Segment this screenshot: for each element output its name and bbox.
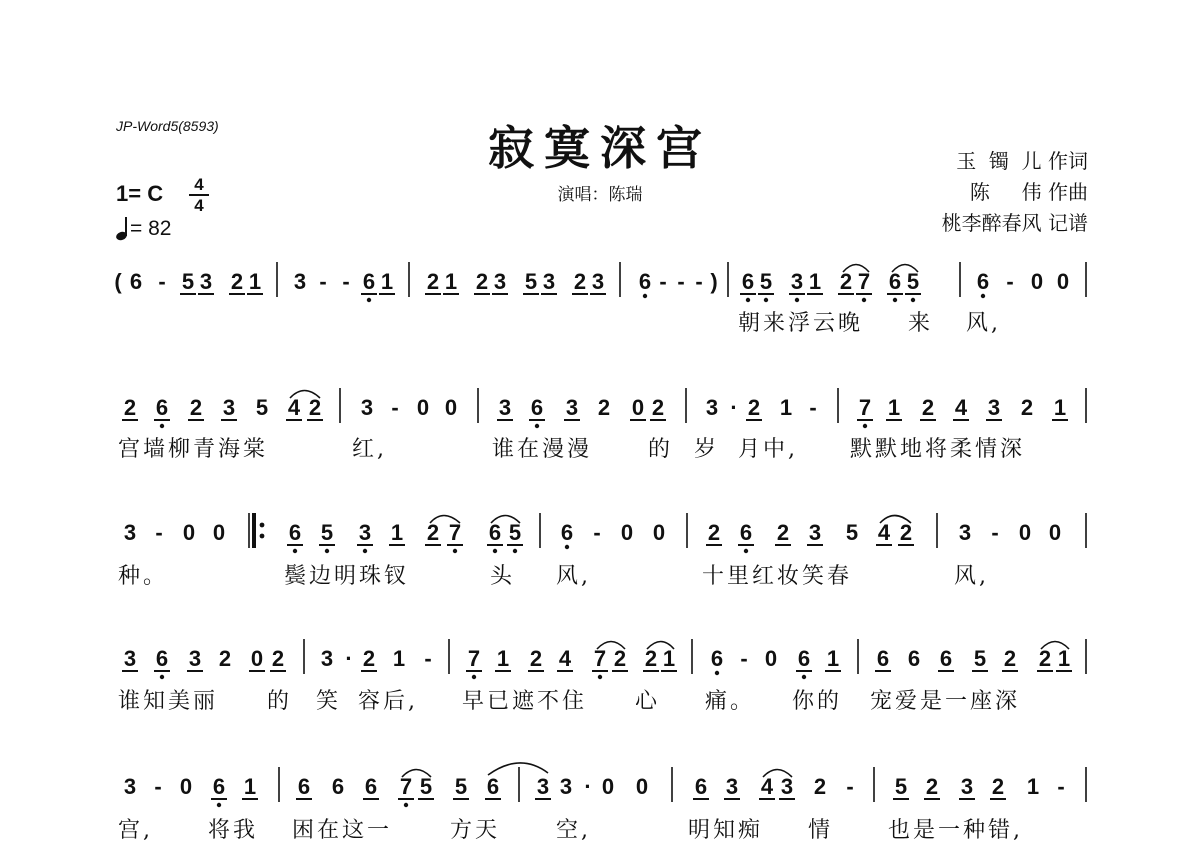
dash-mark: - (846, 774, 854, 799)
low-octave-dot (217, 803, 221, 807)
note-digit: 1 (887, 395, 901, 420)
note-digit: 2 (475, 269, 489, 294)
singer-credit: 演唱：陈瑞 (557, 185, 643, 205)
lyric-text: 谁知美丽 (118, 689, 219, 714)
note-digit: 3 (559, 774, 573, 799)
note-digit: 2 (813, 774, 827, 799)
lyric-text: 也是一种错, (888, 818, 1023, 843)
note-digit: 0 (179, 774, 193, 799)
note-digit: 3 (725, 774, 739, 799)
lyric-text: 容后, (358, 689, 418, 714)
note-digit: 2 (991, 774, 1005, 799)
note-digit: 1 (380, 269, 394, 294)
note-digit: 6 (331, 774, 345, 799)
note-digit: 1 (662, 646, 676, 671)
note-digit: 5 (973, 646, 987, 671)
low-octave-dot (643, 294, 647, 298)
note-digit: 3 (960, 774, 974, 799)
note-digit: 4 (558, 646, 572, 671)
note-digit: 6 (530, 395, 544, 420)
note-digit: 3 (958, 520, 972, 545)
note-digit: 5 (181, 269, 195, 294)
note-digit: 2 (925, 774, 939, 799)
note-digit: 4 (760, 774, 774, 799)
note-digit: 1 (779, 395, 793, 420)
note-digit: 0 (416, 395, 430, 420)
score-row-4 (118, 639, 1086, 714)
note-digit: 3 (780, 774, 794, 799)
composer-credit: 陈 伟 作曲 (969, 180, 1088, 204)
low-octave-dot (911, 298, 915, 302)
note-digit: 6 (694, 774, 708, 799)
note-digit: 6 (739, 520, 753, 545)
note-digit: 2 (308, 395, 322, 420)
note-digit: 6 (297, 774, 311, 799)
note-digit: 6 (488, 520, 502, 545)
low-octave-dot (160, 675, 164, 679)
note-digit: 1 (390, 520, 404, 545)
note-digit: 0 (635, 774, 649, 799)
low-octave-dot (598, 675, 602, 679)
lyric-text: 困在这一 (292, 818, 393, 843)
tempo-value: = 82 (130, 217, 172, 240)
note-digit: 3 (987, 395, 1001, 420)
low-octave-dot (404, 803, 408, 807)
note-digit: 6 (976, 269, 990, 294)
note-digit: 1 (248, 269, 262, 294)
low-octave-dot (863, 424, 867, 428)
dash-mark: - (319, 269, 327, 294)
lyric-text: 红, (352, 437, 387, 462)
note-digit: 2 (426, 269, 440, 294)
note-digit: 6 (638, 269, 652, 294)
note-digit: 3 (320, 646, 334, 671)
note-digit: 0 (250, 646, 264, 671)
note-digit: 1 (392, 646, 406, 671)
lyric-text: 将我 (208, 818, 259, 843)
low-octave-dot (472, 675, 476, 679)
note-digit: 3 (808, 520, 822, 545)
note-digit: 2 (644, 646, 658, 671)
note-digit: 3 (123, 520, 137, 545)
note-digit: 2 (1003, 646, 1017, 671)
score-row-2 (118, 388, 1086, 462)
lyric-text: 种。 (118, 564, 169, 589)
lyric-text: 早已遮不住 (462, 689, 588, 714)
low-octave-dot (795, 298, 799, 302)
dash-mark: - (1057, 774, 1065, 799)
repeat-dot (260, 534, 265, 539)
note-digit: 5 (906, 269, 920, 294)
lyric-text: 方天 (450, 818, 501, 843)
note-digit: 7 (399, 774, 413, 799)
note-digit: 2 (597, 395, 611, 420)
note-digit: 2 (747, 395, 761, 420)
note-digit: 6 (364, 774, 378, 799)
note-digit: 4 (877, 520, 891, 545)
note-digit: 4 (287, 395, 301, 420)
dash-mark: - (1006, 269, 1014, 294)
note-digit: 6 (939, 646, 953, 671)
note-digit: 0 (212, 520, 226, 545)
note-digit: 5 (524, 269, 538, 294)
bracket-mark: ) (710, 269, 718, 294)
low-octave-dot (565, 545, 569, 549)
note-digit: 4 (954, 395, 968, 420)
note-digit: 2 (651, 395, 665, 420)
low-octave-dot (764, 298, 768, 302)
note-digit: 3 (123, 646, 137, 671)
note-digit: 6 (288, 520, 302, 545)
note-digit: 1 (444, 269, 458, 294)
lyric-text: 风, (954, 564, 989, 589)
note-digit: 5 (508, 520, 522, 545)
dash-mark: - (991, 520, 999, 545)
lyricist-credit: 玉 镯 儿 作词 (956, 149, 1088, 173)
key-signature: 1= C (116, 181, 164, 206)
dash-mark: - (424, 646, 432, 671)
note-digit: 5 (759, 269, 773, 294)
lyric-text: 的 (648, 437, 674, 462)
low-octave-dot (744, 549, 748, 553)
low-octave-dot (367, 298, 371, 302)
note-digit: 7 (857, 269, 871, 294)
note-digit: 1 (808, 269, 822, 294)
note-digit: 2 (1038, 646, 1052, 671)
note-digit: 0 (1018, 520, 1032, 545)
low-octave-dot (160, 424, 164, 428)
note-digit: 0 (631, 395, 645, 420)
low-octave-dot (746, 298, 750, 302)
note-digit: 6 (155, 646, 169, 671)
note-digit: 3 (705, 395, 719, 420)
note-digit: 6 (362, 269, 376, 294)
transcriber-credit: 桃李醉春风 记谱 (941, 211, 1088, 235)
time-numerator: 4 (194, 175, 204, 194)
note-digit: 1 (1026, 774, 1040, 799)
note-digit: 3 (293, 269, 307, 294)
low-octave-dot (535, 424, 539, 428)
lyric-text: 明知痴 (688, 818, 764, 843)
note-digit: 6 (155, 395, 169, 420)
lyric-text: 朝来浮云晚 (738, 311, 864, 336)
note-digit: 2 (362, 646, 376, 671)
note-digit: 7 (467, 646, 481, 671)
low-octave-dot (493, 549, 497, 553)
note-digit: 7 (593, 646, 607, 671)
note-digit: 3 (591, 269, 605, 294)
note-digit: 6 (907, 646, 921, 671)
note-digit: 2 (230, 269, 244, 294)
score-row-1 (114, 262, 1086, 336)
low-octave-dot (453, 549, 457, 553)
lyric-text: 宫, (118, 818, 153, 843)
low-octave-dot (862, 298, 866, 302)
note-digit: 2 (529, 646, 543, 671)
lyric-text: 情 (808, 818, 834, 843)
lyric-text: 笑 (316, 689, 342, 714)
note-digit: 6 (212, 774, 226, 799)
lyric-text: 谁在漫漫 (492, 437, 593, 462)
lyric-text: 空, (556, 818, 591, 843)
dash-mark: - (809, 395, 817, 420)
note-digit: 0 (1030, 269, 1044, 294)
low-octave-dot (715, 671, 719, 675)
low-octave-dot (325, 549, 329, 553)
lyric-text: 宫墙柳青海棠 (118, 437, 269, 462)
note-digit: 0 (444, 395, 458, 420)
note-digit: 6 (797, 646, 811, 671)
time-denominator: 4 (194, 196, 204, 215)
dash-mark: - (695, 269, 703, 294)
dash-mark: - (593, 520, 601, 545)
lyric-text: 鬓边明珠钗 (284, 564, 410, 589)
note-digit: 7 (448, 520, 462, 545)
note-digit: 5 (454, 774, 468, 799)
note-digit: 6 (486, 774, 500, 799)
dash-mark: - (659, 269, 667, 294)
note-digit: 1 (826, 646, 840, 671)
low-octave-dot (363, 549, 367, 553)
lyric-text: 心 (635, 689, 661, 714)
note-digit: 2 (271, 646, 285, 671)
bracket-mark: ( (114, 269, 122, 294)
low-octave-dot (981, 294, 985, 298)
note-digit: 3 (790, 269, 804, 294)
score-row-3 (118, 513, 1086, 589)
note-digit: 3 (493, 269, 507, 294)
note-digit: 2 (613, 646, 627, 671)
note-digit: 3 (123, 774, 137, 799)
dash-mark: - (342, 269, 350, 294)
note-digit: 6 (876, 646, 890, 671)
note-digit: 5 (894, 774, 908, 799)
note-digit: 0 (1048, 520, 1062, 545)
note-digit: 5 (320, 520, 334, 545)
note-digit: 6 (710, 646, 724, 671)
score-row-5 (118, 767, 1086, 843)
note-digit: 0 (601, 774, 615, 799)
repeat-dot (260, 523, 265, 528)
dash-mark: - (391, 395, 399, 420)
note-digit: 1 (243, 774, 257, 799)
note-digit: 0 (652, 520, 666, 545)
note-digit: 5 (845, 520, 859, 545)
note-digit: 0 (182, 520, 196, 545)
note-digit: 2 (899, 520, 913, 545)
lyric-text: 风, (966, 311, 1001, 336)
lyric-text: 月中, (738, 437, 798, 462)
song-title: 寂寞深宫 (488, 121, 712, 175)
note-digit: 2 (426, 520, 440, 545)
low-octave-dot (893, 298, 897, 302)
note-digit: 3 (498, 395, 512, 420)
note-digit: 2 (707, 520, 721, 545)
note-digit: 3 (536, 774, 550, 799)
note-digit: · (730, 395, 738, 420)
note-digit: 2 (921, 395, 935, 420)
dash-mark: - (158, 269, 166, 294)
note-digit: 2 (573, 269, 587, 294)
dash-mark: - (155, 520, 163, 545)
low-octave-dot (293, 549, 297, 553)
note-digit: 5 (419, 774, 433, 799)
note-digit: 2 (189, 395, 203, 420)
note-digit: 3 (565, 395, 579, 420)
note-digit: 6 (560, 520, 574, 545)
note-digit: 3 (222, 395, 236, 420)
lyric-text: 头 (490, 564, 516, 589)
note-digit: 1 (496, 646, 510, 671)
note-digit: 3 (542, 269, 556, 294)
lyric-text: 十里红妆笑春 (702, 564, 853, 589)
note-digit: 3 (360, 395, 374, 420)
note-digit: 0 (1056, 269, 1070, 294)
note-digit: · (345, 646, 353, 671)
note-digit: 5 (255, 395, 269, 420)
lyric-text: 风, (556, 564, 591, 589)
note-digit: 2 (839, 269, 853, 294)
dash-mark: - (154, 774, 162, 799)
note-digit: 3 (358, 520, 372, 545)
note-digit: 2 (1020, 395, 1034, 420)
note-digit: 7 (858, 395, 872, 420)
note-digit: 6 (129, 269, 143, 294)
lyric-text: 来 (908, 311, 934, 336)
note-digit: 0 (620, 520, 634, 545)
note-digit: 3 (188, 646, 202, 671)
lyric-text: 默默地将柔情深 (850, 437, 1026, 462)
lyric-text: 痛。 (705, 689, 756, 714)
note-digit: · (584, 774, 592, 799)
lyric-text: 宠爱是一座深 (870, 689, 1021, 714)
dash-mark: - (677, 269, 685, 294)
note-digit: 1 (1057, 646, 1071, 671)
note-digit: 3 (199, 269, 213, 294)
note-digit: 1 (1053, 395, 1067, 420)
note-digit: 2 (776, 520, 790, 545)
lyric-text: 岁 (694, 437, 720, 462)
dash-mark: - (740, 646, 748, 671)
lyric-text: 的 (267, 689, 293, 714)
software-watermark: JP-Word5(8593) (116, 118, 219, 134)
note-digit: 2 (218, 646, 232, 671)
low-octave-dot (513, 549, 517, 553)
lyric-text: 你的 (792, 689, 843, 714)
note-digit: 6 (741, 269, 755, 294)
note-digit: 2 (123, 395, 137, 420)
low-octave-dot (802, 675, 806, 679)
note-digit: 6 (888, 269, 902, 294)
note-digit: 0 (764, 646, 778, 671)
